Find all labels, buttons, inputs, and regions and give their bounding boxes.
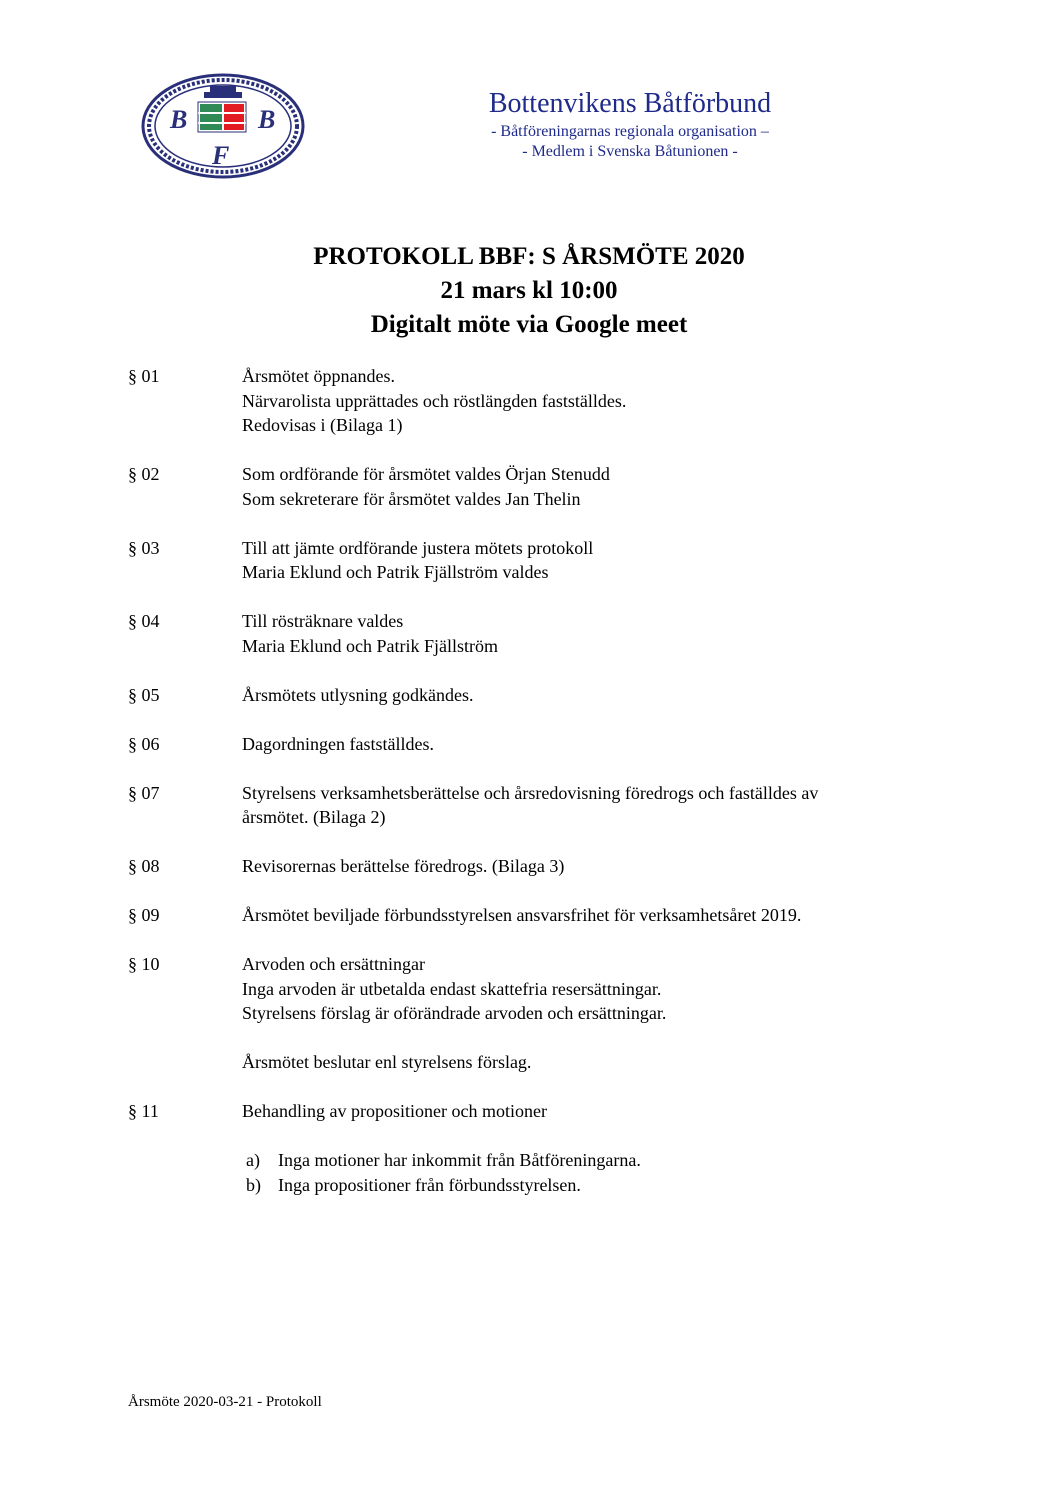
section-text: Styrelsens förslag är oförändrade arvoden och ersättningar. [242, 1003, 667, 1023]
section-text: Som ordförande för årsmötet valdes Örjan Stenudd [242, 464, 610, 484]
section-content [242, 854, 948, 879]
organization-subtitle-1: - Båtföreningarnas regionala organisation – [491, 123, 769, 140]
section-text: Årsmötet öppnandes. [242, 366, 395, 386]
section-content [242, 952, 948, 1075]
section-text: Till att jämte ordförande justera mötets protokoll [242, 537, 594, 558]
section-text: Till rösträknare valdes [242, 611, 404, 631]
list-item-label: b) [246, 1174, 261, 1195]
minutes-item [128, 364, 948, 438]
section-text: Behandling av propositioner och motioner [242, 1101, 547, 1121]
section-content [242, 536, 948, 585]
list-item-label: a) [246, 1150, 260, 1170]
section-text: Årsmötet beviljade förbundsstyrelsen ansvarsfrihet för verksamhetsåret 2019. [242, 905, 802, 925]
minutes-item [128, 854, 948, 879]
minutes-item [128, 462, 948, 511]
section-text: Redovisas i (Bilaga 1) [242, 415, 403, 435]
section-text: Maria Eklund och Patrik Fjällström [242, 635, 498, 656]
minutes-item [128, 903, 948, 928]
section-text: årsmötet. (Bilaga 2) [242, 807, 386, 827]
section-text: Arvoden och ersättningar [242, 954, 425, 974]
organization-logo [140, 72, 306, 180]
minutes-item [128, 1099, 948, 1197]
section-number: § 05 [128, 684, 160, 705]
title-line-2: 21 mars kl 10:00 [440, 277, 618, 304]
list-item [246, 1173, 948, 1198]
page-footer: Årsmöte 2020-03-21 - Protokoll [128, 1394, 322, 1410]
minutes-item [128, 732, 948, 757]
section-number: § 06 [128, 733, 160, 754]
list-item-text: Inga motioner har inkommit från Båtföreningarna. [278, 1150, 641, 1170]
section-content [242, 364, 948, 438]
organization-subtitle-2: - Medlem i Svenska Båtunionen - [522, 143, 738, 160]
section-text: Revisorernas berättelse föredrogs. (Bilaga 3) [242, 856, 565, 876]
minutes-item [128, 952, 948, 1075]
section-text: Dagordningen fastställdes. [242, 733, 434, 754]
logo-letter-bottom: F [212, 141, 230, 170]
section-content [242, 1099, 948, 1197]
section-number: § 04 [128, 611, 160, 631]
section-number: § 09 [128, 905, 160, 925]
section-number: § 03 [128, 537, 160, 558]
minutes-item [128, 683, 948, 708]
section-content [242, 781, 948, 830]
minutes-list [128, 364, 948, 1222]
section-text: Närvarolista upprättades och röstlängden fastställdes. [242, 390, 627, 411]
logo-letter-right: B [258, 105, 276, 134]
title-line-3: Digitalt möte via Google meet [370, 311, 688, 338]
list-item-text: Inga propositioner från förbundsstyrelsen. [278, 1174, 581, 1195]
section-text: Styrelsens verksamhetsberättelse och årsredovisning föredrogs och faställdes av [242, 782, 819, 803]
section-decision: Årsmötet beslutar enl styrelsens förslag. [242, 1052, 532, 1072]
organization-header [440, 86, 820, 162]
section-number: § 08 [128, 856, 160, 876]
section-content [242, 903, 948, 928]
minutes-item [128, 536, 948, 585]
motions-list [242, 1148, 948, 1197]
section-number: § 11 [128, 1101, 159, 1121]
logo-letter-left: B [170, 105, 188, 134]
section-content [242, 732, 948, 757]
section-text: Som sekreterare för årsmötet valdes Jan Thelin [242, 488, 581, 509]
section-text: Maria Eklund och Patrik Fjällström valdes [242, 562, 549, 582]
minutes-item [128, 781, 948, 830]
list-item [246, 1148, 948, 1173]
section-number: § 01 [128, 366, 160, 386]
section-content [242, 683, 948, 708]
section-number: § 02 [128, 464, 160, 484]
title-line-1: PROTOKOLL BBF: S ÅRSMÖTE 2020 [313, 243, 745, 270]
section-text: Inga arvoden är utbetalda endast skattefria resersättningar. [242, 978, 662, 999]
document-title [0, 240, 1058, 342]
section-number: § 07 [128, 782, 160, 803]
section-number: § 10 [128, 954, 160, 974]
section-text: Årsmötets utlysning godkändes. [242, 684, 474, 705]
section-content [242, 462, 948, 511]
minutes-item [128, 609, 948, 658]
organization-name: Bottenvikens Båtförbund [488, 88, 772, 119]
section-content [242, 609, 948, 658]
